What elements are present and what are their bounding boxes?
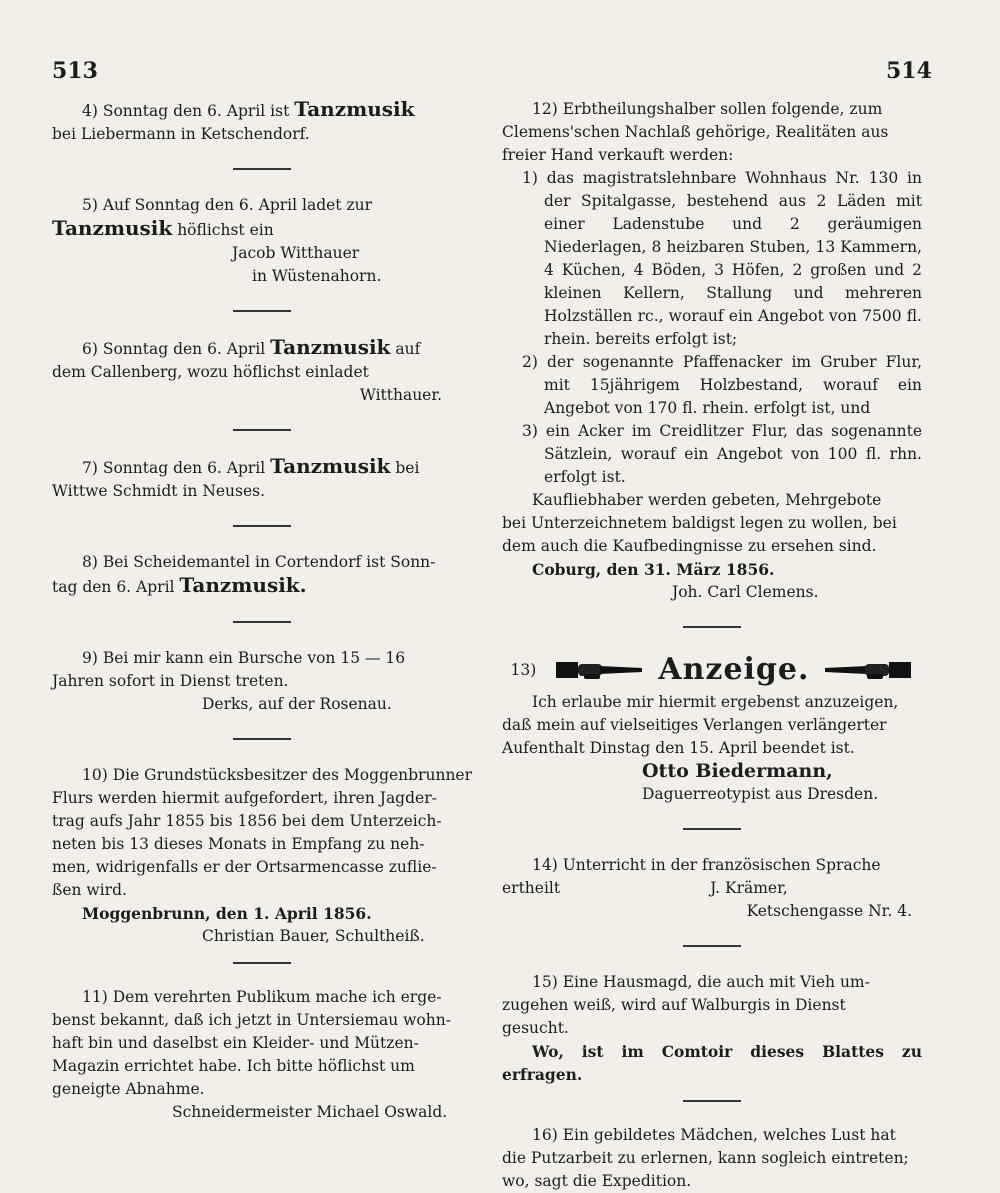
separator-rule <box>233 310 291 312</box>
ad-text: 16) Ein gebildetes Mädchen, welches Lust hat <box>532 1126 896 1144</box>
ad-text: 12) Erbtheilungshalber sollen folgende, zum <box>532 100 883 118</box>
ad-text: Clemens'schen Nachlaß gehörige, Realitäten aus <box>502 123 889 141</box>
ad-8 <box>52 551 472 599</box>
separator-rule <box>683 828 741 830</box>
ad-text: 4) Sonntag den 6. April ist <box>82 102 290 120</box>
ad-text: wo, sagt die Expedition. <box>502 1172 692 1190</box>
ad-text: Ich erlaube mir hiermit ergebenst anzuzeigen, <box>532 693 899 711</box>
ad-text: Aufenthalt Dinstag den 15. April beendet ist. <box>502 739 855 757</box>
separator-rule <box>683 626 741 628</box>
ad-text: 5) Auf Sonntag den 6. April ladet zur <box>82 196 373 214</box>
ad-signature: Witthauer. <box>359 386 442 404</box>
ad-signature: Daguerreotypist aus Dresden. <box>642 785 879 803</box>
ad-emphasis: Tanzmusik <box>294 97 415 121</box>
ad-11 <box>52 986 472 1124</box>
ad-signature: Derks, auf der Rosenau. <box>202 695 392 713</box>
ad-signature: Joh. Carl Clemens. <box>672 583 819 601</box>
ad-text: 11) Dem verehrten Publikum mache ich erge- <box>82 988 442 1006</box>
ad-text: trag aufs Jahr 1855 bis 1856 bei dem Unterzeich- <box>52 812 442 830</box>
ad-date: Coburg, den 31. März 1856. <box>532 560 775 579</box>
left-column <box>52 98 472 1124</box>
ad-16 <box>502 1124 922 1193</box>
ad-emphasis: Tanzmusik <box>270 454 391 478</box>
ad-text: Kaufliebhaber werden gebeten, Mehrgebote <box>532 491 882 509</box>
ad-emphasis: Tanzmusik. <box>179 573 307 597</box>
ad-text: neten bis 13 dieses Monats in Empfang zu neh- <box>52 835 425 853</box>
separator-rule <box>233 962 291 964</box>
ad-text: 14) Unterricht in der französischen Sprache <box>532 856 881 874</box>
list-item: 3) ein Acker im Creidlitzer Flur, das sogenannte Sätzlein, worauf ein Angebot von 100 fl. rhn. erfolgt ist. <box>522 422 922 486</box>
right-column <box>502 98 922 1193</box>
ad-signature: Jacob Witthauer <box>232 244 360 262</box>
ad-14 <box>502 854 922 923</box>
ad-text: 8) Bei Scheidemantel in Cortendorf ist Sonn- <box>82 553 436 571</box>
ad-13 <box>502 652 922 806</box>
ad-text: ßen wird. <box>52 881 127 899</box>
ad-4 <box>52 98 472 146</box>
ad-text: 7) Sonntag den 6. April <box>82 459 266 477</box>
ad-text: bei <box>395 459 420 477</box>
ad-number: 13) <box>510 660 537 679</box>
ad-text: zugehen weiß, wird auf Walburgis in Dienst <box>502 996 846 1014</box>
ad-12 <box>502 98 922 604</box>
ad-signature: Christian Bauer, Schultheiß. <box>202 927 425 945</box>
ad-text: haft bin und daselbst ein Kleider- und Mützen- <box>52 1034 419 1052</box>
ad-text: ertheilt <box>502 879 561 897</box>
ad-emphasis: Tanzmusik <box>270 335 391 359</box>
ad-text: daß mein auf vielseitiges Verlangen verlängerter <box>502 716 887 734</box>
ad-text: 6) Sonntag den 6. April <box>82 340 266 358</box>
list-item: 1) das magistratslehnbare Wohnhaus Nr. 130 in der Spitalgasse, bestehend aus 2 Läden mit einer Ladenstube und 2 geräumigen Niederlagen, 8 heizbaren Stuben, 13 Kammern, 4 Küchen, 4 Böden, 3 Höfen, 2 großen und 2 kleinen Kellern, Stallung und mehreren Holzställen rc., worauf ein Angebot von 7500 fl. rhein. bereits erfolgt ist; <box>522 169 922 348</box>
separator-rule <box>683 1100 741 1102</box>
pointing-hand-right-icon <box>554 658 646 682</box>
ad-signature: Otto Biedermann, <box>642 760 833 782</box>
ad-text: höflichst ein <box>177 221 274 239</box>
ad-text: bei Unterzeichnetem baldigst legen zu wollen, bei <box>502 514 897 532</box>
ad-9 <box>52 647 472 716</box>
separator-rule <box>233 525 291 527</box>
separator-rule <box>233 738 291 740</box>
ad-text: Wo, ist im Comtoir dieses Blattes zu erfragen. <box>502 1042 922 1084</box>
separator-rule <box>683 945 741 947</box>
ad-text: auf <box>395 340 421 358</box>
ad-text: freier Hand verkauft werden: <box>502 146 734 164</box>
ad-5 <box>52 194 472 288</box>
ad-text: dem Callenberg, wozu höflichst einladet <box>52 363 369 381</box>
ad-text: dem auch die Kaufbedingnisse zu ersehen sind. <box>502 537 877 555</box>
ad-text: Magazin errichtet habe. Ich bitte höflichst um <box>52 1057 415 1075</box>
ad-6 <box>52 336 472 407</box>
separator-rule <box>233 621 291 623</box>
list-item: 2) der sogenannte Pfaffenacker im Gruber Flur, mit 15jährigem Holzbestand, worauf ein Angebot von 170 fl. rhein. erfolgt ist, und <box>522 353 922 417</box>
pointing-hand-left-icon <box>821 658 913 682</box>
ad-text: tag den 6. April <box>52 578 175 596</box>
ad-text: bei Liebermann in Ketschendorf. <box>52 125 310 143</box>
page-number-right: 514 <box>886 58 932 84</box>
separator-rule <box>233 168 291 170</box>
ad-emphasis: Tanzmusik <box>52 216 173 240</box>
ad-signature: Ketschengasse Nr. 4. <box>746 902 912 920</box>
ad-7 <box>52 455 472 503</box>
anzeige-title: Anzeige. <box>658 652 810 687</box>
ad-text: Flurs werden hiermit aufgefordert, ihren Jagder- <box>52 789 437 807</box>
ad-signature: Schneidermeister Michael Oswald. <box>172 1103 448 1121</box>
ad-text: 9) Bei mir kann ein Bursche von 15 — 16 <box>82 649 406 667</box>
ad-signature: J. Krämer, <box>710 879 788 897</box>
ad-text: Jahren sofort in Dienst treten. <box>52 672 289 690</box>
ad-text: Wittwe Schmidt in Neuses. <box>52 482 266 500</box>
ad-text: gesucht. <box>502 1019 569 1037</box>
separator-rule <box>233 429 291 431</box>
ad-text: 10) Die Grundstücksbesitzer des Moggenbrunner <box>82 766 473 784</box>
ad-text: geneigte Abnahme. <box>52 1080 205 1098</box>
ad-10 <box>52 764 472 948</box>
ad-text: benst bekannt, daß ich jetzt in Untersiemau wohn- <box>52 1011 451 1029</box>
page-number-left: 513 <box>52 58 98 84</box>
ad-signature: in Wüstenahorn. <box>252 267 382 285</box>
ad-text: men, widrigenfalls er der Ortsarmencasse zuflie- <box>52 858 437 876</box>
ad-text: die Putzarbeit zu erlernen, kann sogleich eintreten; <box>502 1149 909 1167</box>
ad-text: 15) Eine Hausmagd, die auch mit Vieh um- <box>532 973 870 991</box>
anzeige-heading <box>502 652 922 687</box>
ad-date: Moggenbrunn, den 1. April 1856. <box>82 904 372 923</box>
ad-15 <box>502 971 922 1086</box>
